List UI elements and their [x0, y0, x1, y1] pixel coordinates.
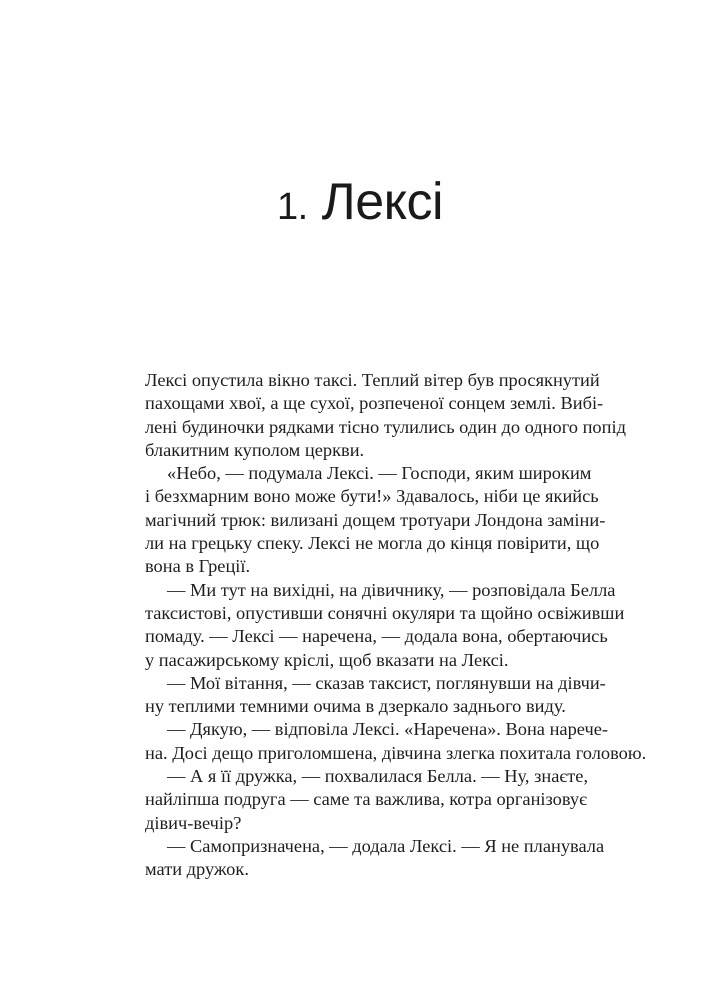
- text-line: — Дякую, — відповіла Лексі. «Наречена». Вона нарече-: [167, 719, 609, 740]
- text-line: лені будиночки рядками тісно тулились один до одного попід: [145, 416, 626, 437]
- paragraph: [145, 579, 625, 672]
- text-line: блакитним куполом церкви.: [145, 439, 365, 460]
- paragraph: [145, 462, 606, 578]
- paragraph: [145, 835, 605, 882]
- text-line: — Самопризначена, — додала Лексі. — Я не планувала: [167, 835, 605, 856]
- text-line: ну теплими темними очима в дзеркало заднього виду.: [145, 696, 566, 717]
- chapter-body: [145, 369, 647, 882]
- paragraph: [145, 369, 626, 462]
- text-line: дівич-вечір?: [145, 812, 242, 833]
- text-line: — Мої вітання, — сказав таксист, поглянувши на дівчи-: [167, 672, 606, 693]
- text-line: таксистові, опустивши сонячні окуляри та щойно освіживши: [145, 602, 625, 623]
- text-line: вона в Греції.: [145, 556, 251, 577]
- text-line: Лексі опустила вікно таксі. Теплий вітер був просякнутий: [145, 370, 600, 390]
- paragraph: [145, 718, 647, 765]
- text-line: — А я її дружка, — похвалилася Белла. — Ну, знаєте,: [167, 766, 589, 787]
- paragraph: [145, 765, 589, 835]
- text-line: у пасажирському кріслі, щоб вказати на Лексі.: [145, 649, 509, 670]
- text-line: і безхмарним воно може бути!» Здавалось, ніби це якийсь: [145, 486, 599, 507]
- chapter-heading: [0, 172, 720, 232]
- text-line: помаду. — Лексі — наречена, — додала вона, обертаючись: [145, 626, 608, 647]
- text-line: мати дружок.: [145, 859, 249, 880]
- text-line: пахощами хвої, а ще сухої, розпеченої сонцем землі. Вибі-: [145, 393, 604, 414]
- text-line: — Ми тут на вихідні, на дівичнику, — розповідала Белла: [167, 579, 616, 600]
- text-line: найліпша подруга — саме та важлива, котра організовує: [145, 789, 588, 810]
- paragraph: [145, 672, 606, 719]
- text-line: «Небо, — подумала Лексі. — Господи, яким широким: [167, 463, 592, 484]
- text-line: магічний трюк: вилизані дощем тротуари Лондона заміни-: [145, 509, 606, 530]
- chapter-number: 1.: [276, 186, 308, 228]
- text-line: на. Досі дещо приголомшена, дівчина злегка похитала головою.: [145, 742, 647, 763]
- text-line: ли на грецьку спеку. Лексі не могла до кінця повірити, що: [145, 533, 600, 554]
- chapter-title: Лексі: [321, 173, 444, 231]
